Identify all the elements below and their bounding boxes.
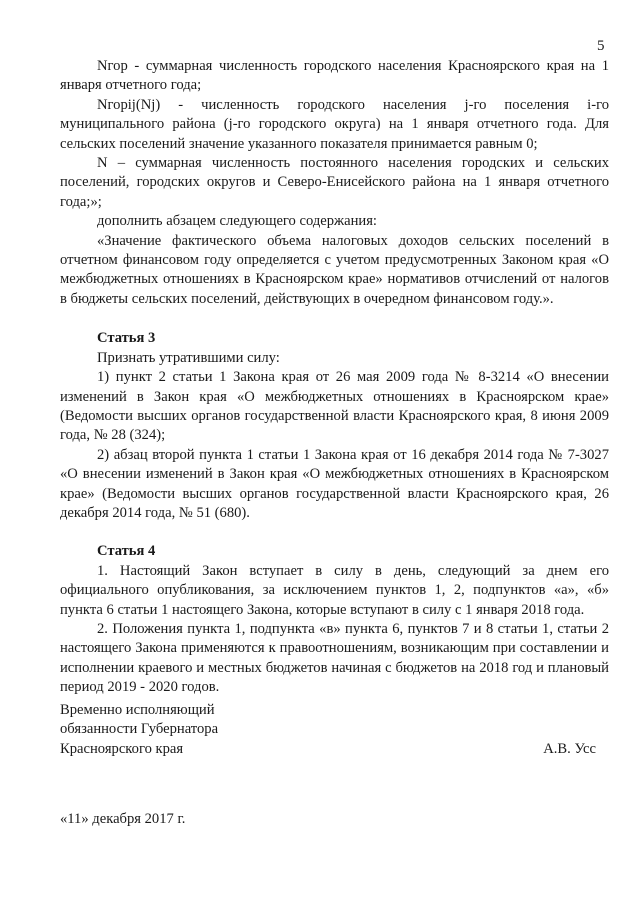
- signature-title-line: Красноярского края: [60, 740, 184, 757]
- document-date: «11» декабря 2017 г.: [60, 811, 186, 827]
- spacer: [60, 309, 609, 329]
- paragraph-ngor: Nгор - суммарная численность городского населения Красноярского края на 1 января отчетного года;: [60, 58, 609, 94]
- paragraph-add-clause: дополнить абзацем следующего содержания:: [97, 213, 377, 230]
- article-3-heading: Статья 3: [97, 330, 156, 347]
- article-4-item-2: 2. Положения пункта 1, подпункта «в» пункта 6, пунктов 7 и 8 статьи 1, статьи 2 настоящего Закона применяются к правоотношениям, возникающим при составлении и исполнении краевого и местных бюджетов начиная с бюджетов на 2018 год и плановый период 2019 - 2020 годов.: [60, 620, 609, 696]
- spacer: [60, 523, 609, 542]
- article-4-item-1: 1. Настоящий Закон вступает в силу в день, следующий за днем его официального опубликования, за исключением пунктов 1, 2, подпунктов «а», «б» пункта 6 статьи 1 настоящего Закона, которые вступают в силу с 1 января 2018 года.: [60, 562, 609, 618]
- article-4-heading: Статья 4: [97, 543, 156, 560]
- article-3-intro: Признать утратившими силу:: [97, 349, 280, 366]
- signatory-name: А.В. Усс: [543, 741, 596, 757]
- article-3-item-2: 2) абзац второй пункта 1 статьи 1 Закона края от 16 декабря 2014 года № 7-3027 «О внесении изменений в Закон края «О межбюджетных отношениях в Красноярском крае» (Ведомости высших органов государственной власти Красноярского края, 26 декабря 2014 года, № 51 (680).: [60, 446, 609, 521]
- document-body: [60, 57, 609, 698]
- paragraph-quote-value: «Значение фактического объема налоговых доходов сельских поселений в отчетном финансовом году определяется с учетом предусмотренных Законом края «О межбюджетных отношениях в Красноярском крае» нормативов отчислений от налогов в бюджеты сельских поселений, действующих в очередном финансовом году.».: [60, 232, 609, 307]
- signature-title-line: Временно исполняющий: [60, 702, 215, 718]
- paragraph-ngorij: Nгорij(Nj) - численность городского населения j-го поселения i-го муниципального района (j-го городского округа) на 1 января отчетного года. Для сельских поселений значение указанного показателя принимается равным 0;: [60, 96, 609, 152]
- signature-title-line: обязанности Губернатора: [60, 721, 219, 738]
- paragraph-n-total: N – суммарная численность постоянного населения городских и сельских поселений, городских округов и Северо-Енисейского района на 1 января отчетного года;»;: [60, 155, 609, 210]
- page-number: 5: [597, 38, 605, 54]
- article-3-item-1: 1) пункт 2 статьи 1 Закона края от 26 мая 2009 года № 8-3214 «О внесении изменений в Закон края «О межбюджетных отношениях в Красноярском крае» (Ведомости высших органов государственной власти Красноярского края, 8 июня 2009 года, № 28 (324);: [60, 369, 609, 444]
- signature-block: [60, 701, 609, 759]
